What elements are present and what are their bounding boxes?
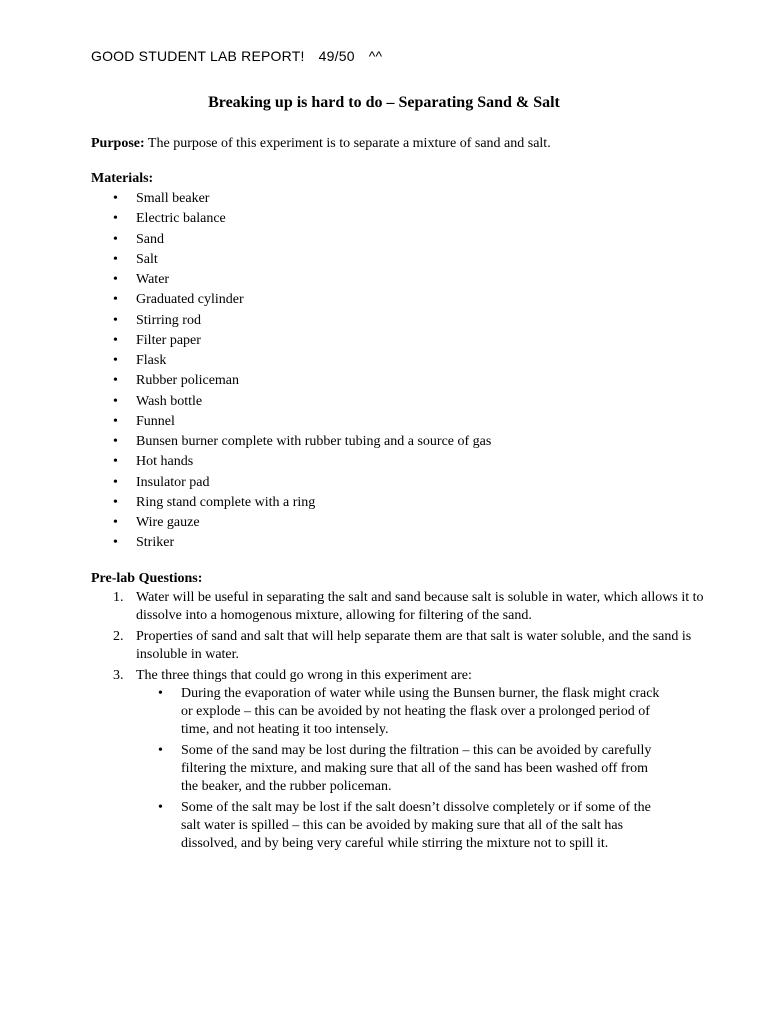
list-item: • Flask: [91, 352, 491, 372]
list-item: • During the evaporation of water while using the Bunsen burner, the flask might crack or explode – this can be avoided by not heating the flask over a prolonged period of time, and not heating it too intensely.: [136, 685, 661, 739]
list-item: • Electric balance: [91, 210, 491, 230]
purpose-label: Purpose:: [91, 136, 145, 151]
list-item: • Water: [91, 271, 491, 291]
list-item: • Stirring rod: [91, 312, 491, 332]
list-item: • Filter paper: [91, 332, 491, 352]
question-item: [91, 589, 711, 625]
list-item: • Salt: [91, 251, 491, 271]
list-item: • Rubber policeman: [91, 372, 491, 392]
materials-list: [91, 190, 491, 555]
report-header: [91, 48, 392, 64]
header-score: 49/50: [318, 48, 355, 64]
question-item: [91, 667, 711, 853]
list-item: • Hot hands: [91, 453, 491, 473]
header-label: GOOD STUDENT LAB REPORT!: [91, 48, 305, 64]
question-number: 3.: [113, 668, 124, 683]
prelab-questions: [91, 589, 711, 856]
list-item: • Graduated cylinder: [91, 291, 491, 311]
document-title: Breaking up is hard to do – Separating Sand & Salt: [208, 94, 560, 111]
list-item: • Insulator pad: [91, 474, 491, 494]
purpose-paragraph: [91, 136, 551, 152]
list-item: • Wash bottle: [91, 393, 491, 413]
materials-heading: Materials:: [91, 171, 154, 186]
list-item: • Ring stand complete with a ring: [91, 494, 491, 514]
header-mark: ^^: [368, 48, 383, 64]
list-item: • Funnel: [91, 413, 491, 433]
list-item: • Some of the salt may be lost if the salt doesn’t dissolve completely or if some of the salt water is spilled – this can be avoided by making sure that all of the salt has dissolved, and by being very careful while stirring the mixture not to spill it.: [136, 799, 661, 853]
list-item: • Sand: [91, 231, 491, 251]
question-item: [91, 628, 711, 664]
prelab-heading: Pre-lab Questions:: [91, 571, 203, 586]
question-text: Properties of sand and salt that will help separate them are that salt is water soluble, and the sand is insoluble in water.: [136, 629, 692, 662]
purpose-text: The purpose of this experiment is to separate a mixture of sand and salt.: [147, 136, 551, 151]
list-item: • Bunsen burner complete with rubber tubing and a source of gas: [91, 433, 491, 453]
list-item: • Some of the sand may be lost during the filtration – this can be avoided by carefully filtering the mixture, and making sure that all of the sand has been washed off from the beaker, and the rubber policeman.: [136, 742, 661, 796]
question-number: 1.: [113, 590, 124, 605]
list-item: • Small beaker: [91, 190, 491, 210]
question-number: 2.: [113, 629, 124, 644]
question-text: The three things that could go wrong in this experiment are:: [136, 668, 472, 683]
list-item: • Striker: [91, 534, 491, 554]
question-text: Water will be useful in separating the salt and sand because salt is soluble in water, which allows it to dissolve into a homogenous mixture, allowing for filtering of the sand.: [136, 590, 704, 623]
risk-list: [136, 685, 711, 853]
list-item: • Wire gauze: [91, 514, 491, 534]
